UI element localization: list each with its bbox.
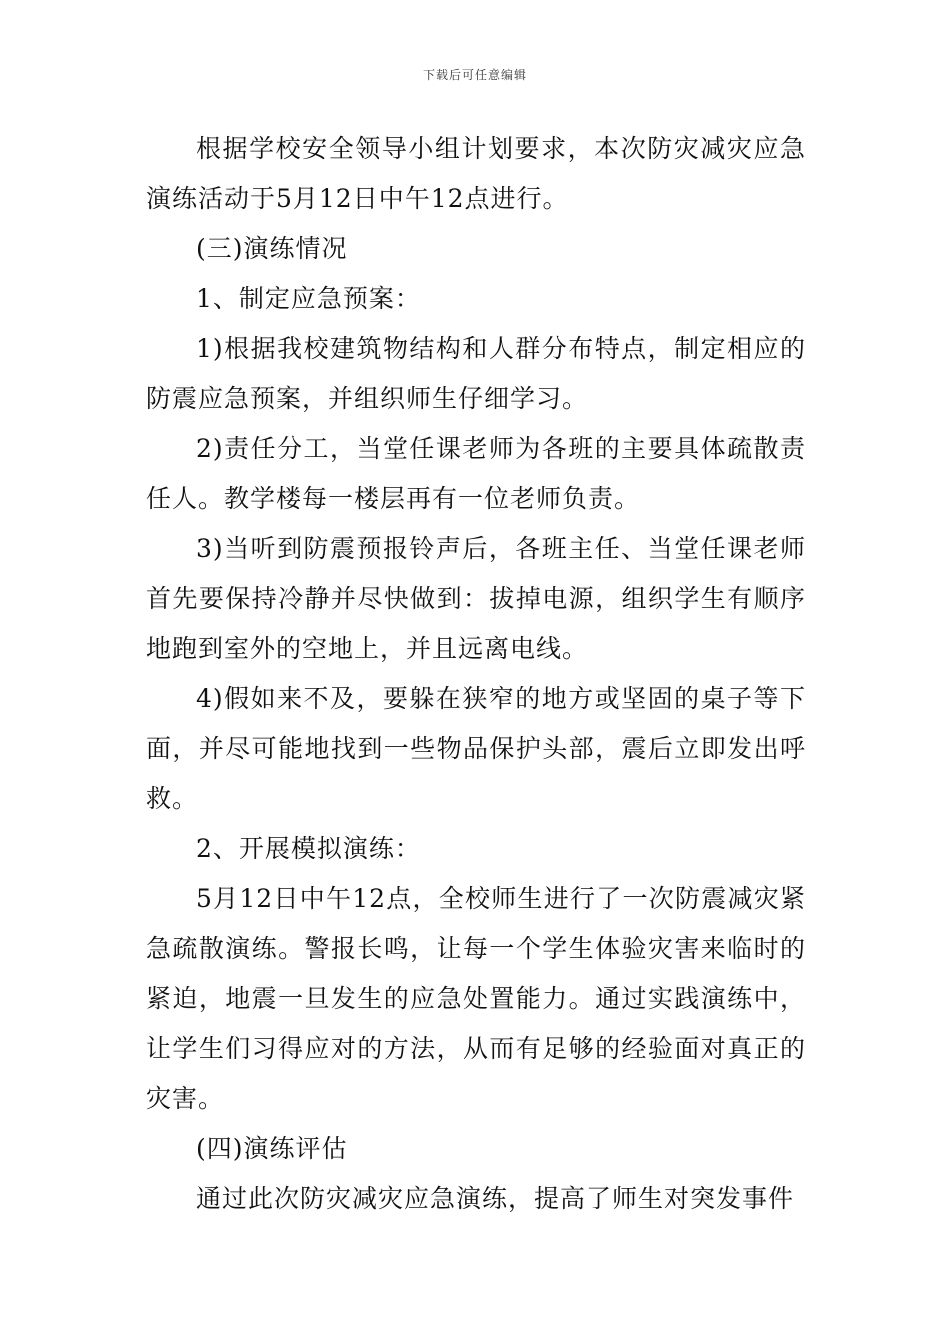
paragraph-evaluation: 通过此次防灾减灾应急演练，提高了师生对突发事件 [196,1184,795,1213]
heading-drill-situation: (三)演练情况 [196,234,348,263]
paragraph-plan-item-4: 4)假如来不及，要躲在狭窄的地方或坚固的桌子等下面，并尽可能地找到一些物品保护头部，震后立即发出呼救。 [146,684,806,813]
paragraph-plan-item-2: 2)责任分工，当堂任课老师为各班的主要具体疏散责任人。教学楼每一楼层再有一位老师负责。 [146,434,806,513]
heading-simulation-drill: 2、开展模拟演练： [196,834,421,863]
header-note: 下载后可任意编辑 [422,68,527,82]
paragraph-drill-time: 根据学校安全领导小组计划要求，本次防灾减灾应急演练活动于5月12日中午12点进行。 [146,134,806,213]
paragraph-simulation-drill: 5月12日中午12点，全校师生进行了一次防震减灾紧急疏散演练。警报长鸣，让每一个学生体验灾害来临时的紧迫，地震一旦发生的应急处置能力。通过实践演练中，让学生们习得应对的方法，从而有足够的经验面对真正的灾害。 [146,884,806,1113]
document-body [146,124,806,1224]
heading-drill-evaluation: (四)演练评估 [196,1134,348,1163]
paragraph-plan-item-1: 1)根据我校建筑物结构和人群分布特点，制定相应的防震应急预案，并组织师生仔细学习。 [146,334,806,413]
heading-emergency-plan: 1、制定应急预案： [196,284,421,313]
paragraph-plan-item-3: 3)当听到防震预报铃声后，各班主任、当堂任课老师首先要保持冷静并尽快做到：拔掉电源，组织学生有顺序地跑到室外的空地上，并且远离电线。 [146,534,806,663]
